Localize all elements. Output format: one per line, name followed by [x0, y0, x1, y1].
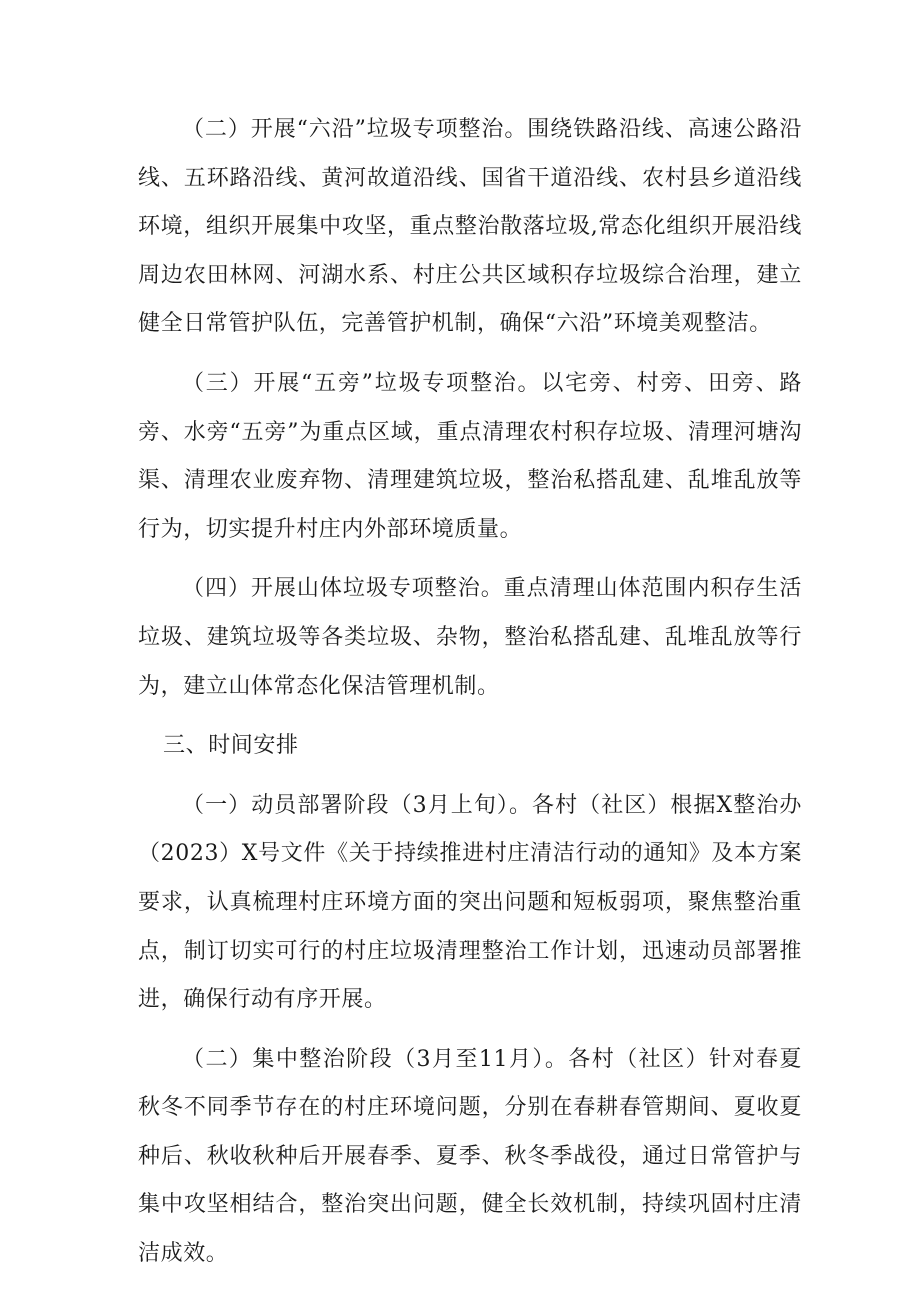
paragraph-mobilization-stage: （一）动员部署阶段（3月上旬）。各村（社区）根据X整治办（2023）X号文件《关于持续推进村庄清洁行动的通知》及本方案要求，认真梳理村庄环境方面的突出问题和短板弱项，聚焦整治重点，制订切实可行的村庄垃圾清理整治工作计划，迅速动员部署推进，确保行动有序开展。: [138, 792, 802, 1013]
section-heading-schedule: 三、时间安排: [163, 733, 299, 759]
paragraph-mountain-rectification: （四）开展山体垃圾专项整治。重点清理山体范围内积存生活垃圾、建筑垃圾等各类垃圾、杂物，整治私搭乱建、乱堆乱放等行为，建立山体常态化保洁管理机制。: [138, 576, 802, 699]
paragraph-six-lines-rectification: （二）开展“六沿”垃圾专项整治。围绕铁路沿线、高速公路沿线、五环路沿线、黄河故道沿线、国省干道沿线、农村县乡道沿线环境，组织开展集中攻坚，重点整治散落垃圾,常态化组织开展沿线周边农田林网、河湖水系、村庄公共区域积存垃圾综合治理，建立健全日常管护队伍，完善管护机制，确保“六沿”环境美观整洁。: [138, 117, 802, 337]
document-body: [138, 106, 802, 1290]
paragraph-five-sides-rectification: （三）开展“五旁”垃圾专项整治。以宅旁、村旁、田旁、路旁、水旁“五旁”为重点区域，重点清理农村积存垃圾、清理河塘沟渠、清理农业废弃物、清理建筑垃圾，整治私搭乱建、乱堆乱放等行为，切实提升村庄内外部环境质量。: [138, 370, 802, 542]
paragraph-concentrated-rectification-stage: （二）集中整治阶段（3月至11月）。各村（社区）针对春夏秋冬不同季节存在的村庄环境问题，分别在春耕春管期间、夏收夏种后、秋收秋种后开展春季、夏季、秋冬季战役，通过日常管护与集中攻坚相结合，整治突出问题，健全长效机制，持续巩固村庄清洁成效。: [138, 1046, 802, 1267]
